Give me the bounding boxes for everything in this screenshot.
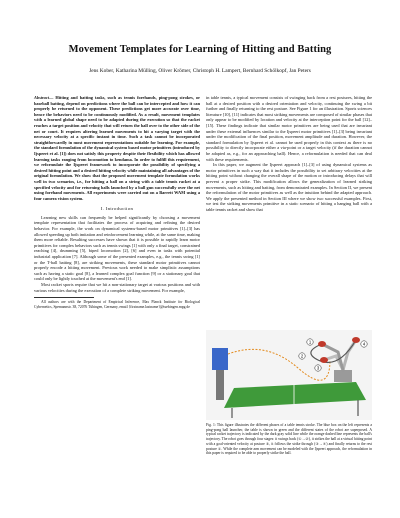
figure-1-illustration	[206, 330, 372, 420]
left-column	[34, 95, 200, 309]
stage-label	[315, 365, 321, 371]
section-heading-introduction: I. Introduction	[100, 206, 134, 212]
racket	[318, 341, 326, 347]
racket	[352, 337, 360, 343]
ball-launcher	[212, 348, 228, 370]
abstract-lead: Abstract	[34, 95, 49, 100]
robot-base	[334, 370, 352, 382]
svg-text:4: 4	[362, 341, 366, 347]
launcher-stand	[216, 370, 224, 400]
footnote-rule	[34, 297, 94, 298]
abstract	[34, 95, 200, 201]
intro-paragraph-1: Learning new skills can frequently be helped significantly by choosing a movement template representation that facilitates the process of acquiring and refining the desired behavior. For example, the work on dynamical systems-based motor primitives [1]–[3] has allowed speeding up both imitation and reinforcement learning while, at the same time, making them more reliable. Resulting successes have shown that it is possible to rapidly learn motor primitives for complex behaviors such as tennis swings [1] with only a final target, constrained reaching [4], drumming [5], biped locomotion [2], [6] and even in tasks with potential industrial application [7]. Although some of the presented examples, e.g., the tennis swing [1] or the T-ball batting [8], are striking movements, these standard motor primitives cannot properly encode a hitting movement. Previous work needed to make simplistic assumptions such as having a static goal [8], a learned complex goal function [9] or a stationary goal that could only be lightly touched at the movement's end [1].	[34, 214, 200, 282]
stage-label	[299, 353, 305, 359]
footnote: All authors are with the Department of Empirical Inference, Max Planck Institute for Biological Cybernetics, Spemannstr. 38, 72076 Tübingen, Germany, email {firstname.lastname}@tuebingen.mpg.de	[34, 300, 200, 309]
paper-title: Movement Templates for Learning of Hitting and Batting	[68, 44, 332, 55]
figure-1-caption: Fig. 1: This figure illustrates the different phases of a table tennis stroke. The blue box on the left represents a ping-pong ball launcher, the table is shown in green and the different states of the robot are superposed. A typical racket trajectory is indicated by the dark gray solid line while the orange dashed line represents the ball's trajectory. The robot goes through four stages: it swings back (①→②), it strikes the ball at a virtual hitting point with a goal-oriented velocity at posture ③, it follows the strike through (③→④) and finally returns to the rest posture ①. While the complete arm movement can be modeled with the Ijspeert approach, the reformulation in this paper is required to be able to properly strike the ball.	[206, 423, 372, 456]
intro-paragraph-2: Most racket sports require that we hit a non-stationary target at various positions and with various velocities during the execution of a complete striking movement. For example,	[34, 282, 200, 293]
svg-text:2: 2	[300, 353, 304, 359]
svg-text:1: 1	[308, 339, 312, 345]
paper-authors: Jens Kober, Katharina Mülling, Oliver Krömer, Christoph H. Lampert, Bernhard Schölkopf, Jan Peters	[89, 68, 311, 74]
right-paragraph-2: In this paper, we augment the Ijspeert approach [1]–[3] of using dynamical systems as motor primitives in such a way that it includes the possibility to set arbitrary velocities at the hitting point without changing the overall shape of the motion or introducing delays that will prevent a proper strike. This modification allows the generalization of learned striking movements, such as hitting and batting, from demonstrated examples. In Section II, we present the reformulation of the motor primitives as well as the intuition behind the adapted approach. We apply the presented method in Section III where we show two successful examples. First, we test the striking movements primitive in a static scenario of hitting a hanging ball with a table tennis racket and show that	[206, 162, 372, 212]
stage-label	[361, 341, 367, 347]
abstract-text: — Hitting and batting tasks, such as tennis forehands, ping-pong strokes, or baseball batting, depend on predictions where the ball can be intercepted and how it can properly be returned to the opponent. These predictions get more accurate over time, hence the behaviors need to be continuously modified. As a result, movement templates with a learned global shape need to be adapted during the execution so that the racket reaches a target position and velocity that will return the ball over to the other side of the net or court. It requires altering learned movements to hit a varying target with the necessary velocity at a specific instant in time. Such a task cannot be incorporated straightforwardly in most movement representations suitable for learning. For example, the standard formulation of the dynamical system based motor primitives (introduced by Ijspeert et al. [1]) does not satisfy this property despite their flexibility which has allowed learning tasks ranging from locomotion to kendama. In order to fulfill this requirement, we reformulate the Ijspeert framework to incorporate the possibility of specifying a desired hitting point and a desired hitting velocity while maintaining all advantages of the original formulation. We show that the proposed movement template formulation works well in two scenarios, i.e., for hitting a ball on a string with a table tennis racket at a specified velocity and for returning balls launched by a ball gun successfully over the net using forehand movements. All experiments were carried out on a Barrett WAM using a four camera vision system.	[34, 95, 200, 201]
right-paragraph-1: in table tennis, a typical movement consists of swinging back from a rest postures, hitting the ball at a desired position with a desired orientation and velocity, continuing the swing a bit further and finally returning to the rest posture. See Figure 1 for an illustration. Sports sciences literature [10], [11] indicates that most striking movements are composed of similar phases that only appear to be modified by location and velocity at the interception point for the ball [12]–[15]. These findings indicate that similar motor primitives are being used that are invariant under these external influences similar to the Ijspeert motor primitives [1]–[3] being invariant under the modification of the final position, movement amplitude and duration. However, the standard formulation by Ijspeert et al. cannot be used properly in this context as there is no possibility to directly incorporate either a via-point or a target velocity (if the duration cannot be adapted as, e.g., for an approaching ball). Hence, a reformulation is needed that can deal with these requirements.	[206, 95, 372, 162]
stage-label	[307, 339, 313, 345]
right-column	[206, 95, 372, 212]
svg-text:3: 3	[316, 365, 320, 371]
racket	[320, 357, 328, 363]
figure-1	[206, 330, 372, 420]
